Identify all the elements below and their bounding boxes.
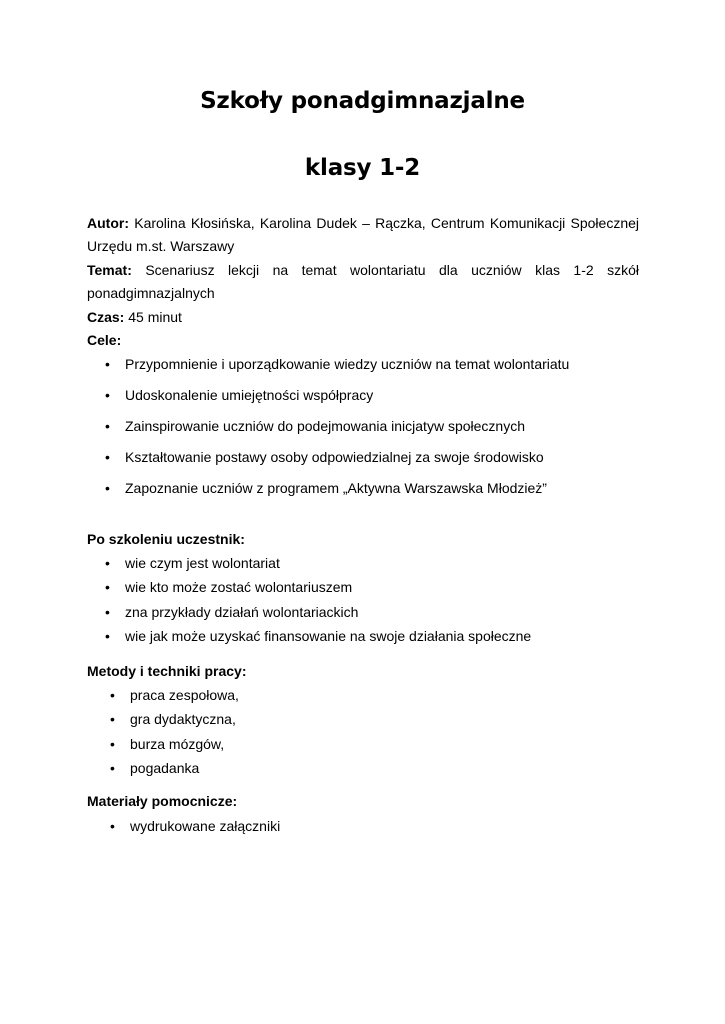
duration-label: Czas: [87, 309, 125, 325]
list-item [87, 385, 569, 416]
bullet-icon: • [110, 818, 115, 834]
list-item [87, 447, 569, 478]
outcomes-heading: Po szkoleniu uczestnik: [87, 531, 245, 547]
list-item [87, 553, 531, 577]
author-section [87, 212, 639, 258]
materials-heading: Materiały pomocnicze: [87, 793, 238, 809]
author-label: Autor: [87, 215, 129, 231]
method-text: gra dydaktyczna, [130, 711, 236, 728]
topic-line-1 [87, 259, 639, 282]
goals-heading [87, 329, 639, 352]
author-value-2: Urzędu m.st. Warszawy [87, 238, 235, 254]
duration-section [87, 306, 639, 329]
bullet-icon: • [110, 735, 115, 752]
author-value-1: Karolina Kłosińska, Karolina Dudek – Rączka, Centrum Komunikacji Społecznej [134, 215, 640, 231]
bullet-icon: • [105, 480, 110, 496]
bullet-icon: • [105, 449, 110, 465]
goal-text: Zapoznanie uczniów z programem „Aktywna Warszawska Młodzież” [125, 480, 547, 496]
author-line-1 [87, 212, 639, 235]
outcomes-list [87, 553, 531, 650]
bullet-icon: • [110, 759, 115, 776]
list-item [87, 478, 569, 509]
list-item [87, 354, 569, 385]
goal-text: Kształtowanie postawy osoby odpowiedzialnej za swoje środowisko [125, 449, 544, 465]
outcome-text: zna przykłady działań wolontariackich [125, 603, 359, 620]
topic-value-1: Scenariusz lekcji na temat wolontariatu dla uczniów klas 1-2 szkół [145, 262, 640, 278]
topic-section [87, 259, 639, 305]
bullet-icon: • [105, 356, 110, 372]
bullet-icon: • [105, 603, 110, 620]
page-title: Szkoły ponadgimnazjalne [200, 88, 525, 114]
goal-text: Przypomnienie i uporządkowanie wiedzy uczniów na temat wolontariatu [125, 356, 570, 372]
methods-heading: Metody i techniki pracy: [87, 663, 247, 679]
bullet-icon: • [105, 555, 110, 571]
bullet-icon: • [105, 387, 110, 403]
page-subtitle: klasy 1-2 [304, 155, 421, 181]
method-text: pogadanka [130, 759, 200, 776]
outcome-text: wie kto może zostać wolontariuszem [125, 579, 353, 596]
list-item [87, 577, 531, 601]
goal-text: Zainspirowanie uczniów do podejmowania inicjatyw społecznych [125, 418, 525, 434]
list-item [87, 626, 531, 650]
bullet-icon: • [110, 711, 115, 728]
outcome-text: wie czym jest wolontariat [125, 555, 280, 571]
methods-list [92, 685, 239, 782]
topic-value-2: ponadgimnazjalnych [87, 285, 215, 301]
bullet-icon: • [105, 579, 110, 596]
topic-label: Temat: [87, 262, 132, 278]
goals-list [87, 354, 569, 509]
list-item [92, 758, 239, 782]
list-item [87, 602, 531, 626]
material-text: wydrukowane załączniki [130, 818, 281, 834]
method-text: praca zespołowa, [130, 687, 239, 703]
bullet-icon: • [110, 687, 115, 703]
method-text: burza mózgów, [130, 735, 225, 752]
list-item [87, 416, 569, 447]
list-item [92, 709, 239, 733]
duration-value: 45 minut [128, 309, 182, 325]
bullet-icon: • [105, 418, 110, 434]
list-item [92, 685, 239, 709]
materials-list [92, 816, 280, 840]
outcome-text: wie jak może uzyskać finansowanie na swoje działania społeczne [125, 627, 532, 644]
goal-text: Udoskonalenie umiejętności współpracy [125, 387, 374, 403]
list-item [92, 816, 280, 840]
list-item [92, 734, 239, 758]
goals-label: Cele: [87, 332, 122, 348]
bullet-icon: • [105, 627, 110, 644]
